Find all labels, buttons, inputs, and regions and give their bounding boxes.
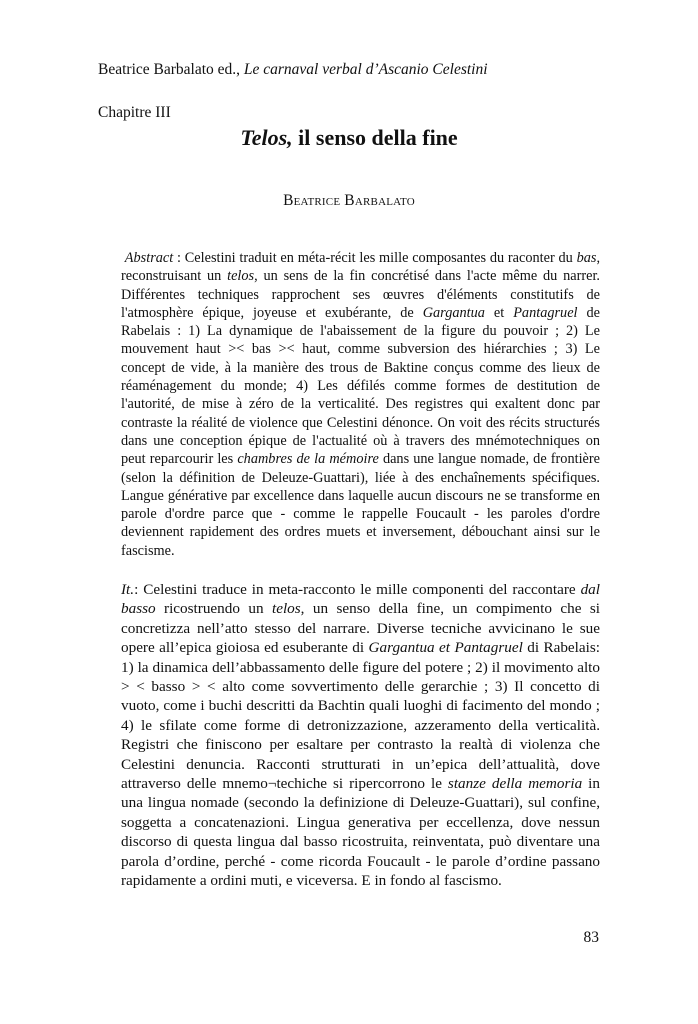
- article-title: [0, 124, 698, 152]
- abstract-fr-text: : Celestini traduit en méta-récit les mille composantes du raconter du: [173, 250, 577, 266]
- abstract-it-text: in una lingua nomade (secondo la definizione di Deleuze-Guattari), sul confine, soggetta a concatenazioni. Lingua generativa per eccellenza, dove nessun discorso di questa lingua dal basso ricostruita, reinventata, può diventare una parola d’ordine, perché - come ricorda Foucault - le parole d’ordine passano rapidamente a ordini muti, e viceversa. E in fondo al fascismo.: [121, 775, 600, 890]
- abstract-it-text: : Celestini traduce in meta-racconto le mille componenti del raccontare: [134, 581, 581, 598]
- abstract-fr-text: et: [484, 304, 514, 321]
- chapter-label: Chapitre III: [98, 104, 171, 121]
- abstract-label: Abstract: [124, 250, 174, 266]
- running-head-book-title: Le carnaval verbal d’Ascanio Celestini: [243, 61, 488, 78]
- abstract-it-italic: Gargantua et Pantagruel: [368, 639, 523, 657]
- article-title-italic: Telos,: [240, 125, 293, 150]
- abstract-fr-italic: chambres de la mémoire: [237, 451, 379, 468]
- abstract-it-label: It.: [121, 581, 135, 598]
- abstract-italian: [121, 580, 600, 891]
- abstract-fr-italic: bas: [576, 250, 597, 266]
- abstract-it-italic: stanze della memoria: [447, 775, 583, 793]
- author-name: Beatrice Barbalato: [283, 192, 415, 209]
- abstract-fr-text: , un sens de la fin concrétisé dans l'acte même du narrer. Différentes techniques rapprochent ses œuvres d'éléments constitutifs de l'atmosphère épique, joyeuse et exubérante, de: [121, 268, 600, 321]
- abstract-fr-text: de Rabelais : 1) La dynamique de l'abaissement de la figure du pouvoir ; 2) Le mouvement haut >< bas >< haut, comme subversion des hiérarchies ; 3) Le concept de vide, à la manière des trous de Baktine conçus comme des lieux de réaménagement du monde; 4) Les défilés comme formes de destitution de l'autorité, de mise à zéro de la verticalité. Des registres qui exaltent donc par contraste la réalité de violence que Celestini dénonce. On voit des récits structurés dans une conception épique de l'actualité où à travers des mnémotechniques on peut reparcourir les: [121, 304, 600, 468]
- abstract-fr-text: dans une langue nomade, de frontière (selon la définition de Deleuze-Guattari), liée à des enchaînements spécifiques. Langue générative par excellence dans laquelle aucun discours ne se transforme en parole d'ordre parce que - comme le rappelle Foucault - les paroles d'ordre deviennent rapidement des ordres muets et inversement, débouchant ainsi sur le fascisme.: [121, 451, 600, 559]
- abstract-it-text: di Rabelais: 1) la dinamica dell’abbassamento delle figure del potere ; 2) il movimento alto > < basso > < alto come sovvertimento delle gerarchie ; 3) Il concetto di vuoto, come i buchi descritti da Bachtin quali luoghi di facimento del mondo ; 4) le sfilate come forme di detronizzazione, azzeramento della verticalità. Registri che finiscono per esaltare per contrasto la realtà di violenza che Celestini denuncia. Racconti strutturati in un’epica dell’attualità, dove attraverso delle mnemo¬techiche si ripercorrono le: [121, 639, 600, 793]
- running-head-editor: Beatrice Barbalato ed.,: [98, 61, 244, 78]
- abstract-it-text: , un senso della fine, un compimento che si concretizza nell’atto stesso del narrare. Diverse tecniche avvicinano le sue opere all’epica gioiosa ed esuberante di: [121, 600, 600, 657]
- abstract-fr-text: , reconstruisant un: [121, 250, 601, 285]
- article-title-rest: il senso della fine: [292, 125, 458, 150]
- abstract-french: [121, 249, 600, 560]
- abstract-fr-italic: Gargantua: [422, 304, 485, 321]
- abstract-it-text: ricostruendo un: [155, 600, 272, 618]
- page-number: 83: [583, 929, 599, 946]
- abstract-fr-italic: Pantagruel: [513, 304, 578, 321]
- abstract-it-italic: dal basso: [121, 581, 600, 618]
- abstract-it-italic: telos: [271, 600, 301, 618]
- abstract-fr-italic: telos: [227, 268, 255, 285]
- running-head: [98, 60, 488, 80]
